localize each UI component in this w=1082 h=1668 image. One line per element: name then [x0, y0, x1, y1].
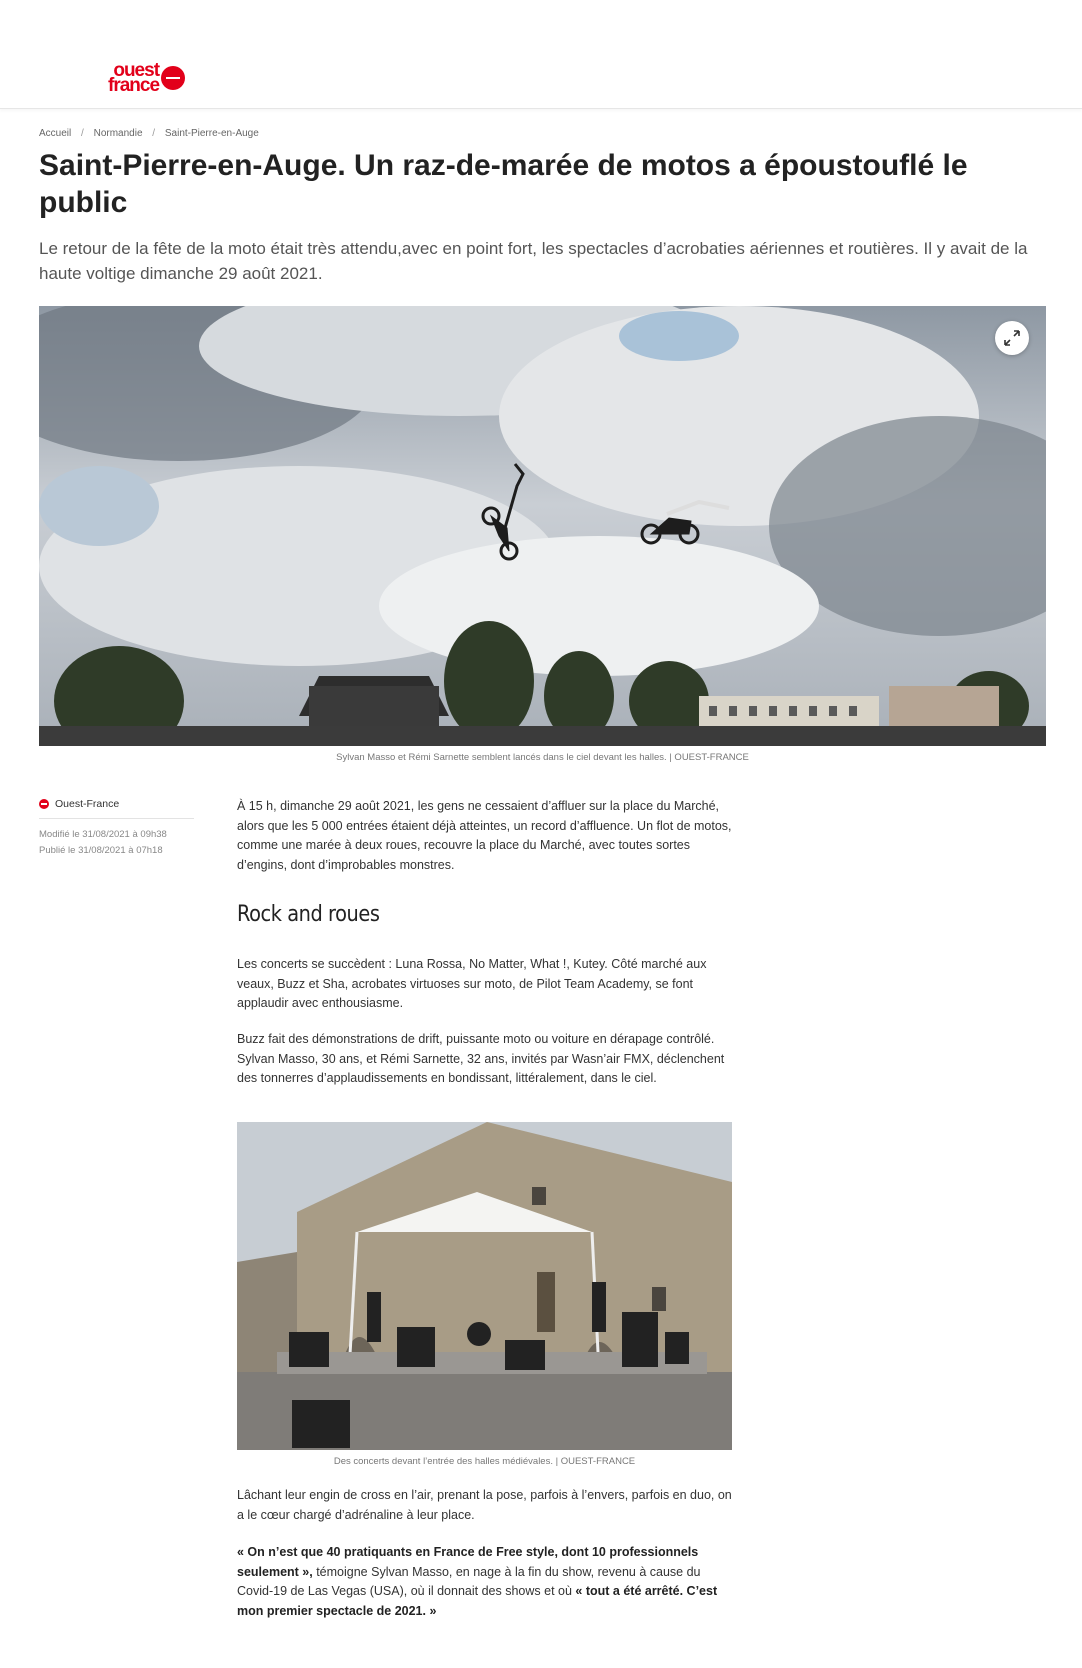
published-date: Publié le 31/08/2021 à 07h18 [39, 845, 163, 856]
breadcrumb-item-normandie[interactable]: Normandie [93, 128, 143, 139]
breadcrumb-item-saint-pierre[interactable]: Saint-Pierre-en-Auge [164, 128, 259, 139]
quote-2: « tout a été arrêté. C’est mon premier spectacle de 2021. » [237, 1584, 718, 1618]
paragraph-5 [237, 1543, 737, 1621]
paragraph-1: À 15 h, dimanche 29 août 2021, les gens ne cessaient d’affluer sur la place du Marché, alors que les 5 000 entrées étaient déjà atteintes, un record d’affluence. Un flot de motos, comme une marée à deux roues, recouvre la place du Marché, avec toutes sortes d’engins, dont d’improbables monstres. [237, 799, 732, 872]
expand-icon [1003, 329, 1021, 347]
article-dates [39, 827, 194, 859]
paragraph-4: Lâchant leur engin de cross en l’air, prenant la pose, parfois à l’envers, parfois en duo, on a le cœur chargé d’adrénaline à leur place. [237, 1488, 732, 1522]
hero-image[interactable] [39, 306, 1046, 746]
quote-1: « On n’est que 40 pratiquants en France de Free style, dont 10 professionnels seulement », [237, 1545, 699, 1579]
logo-line-2: france [108, 75, 160, 96]
author[interactable] [39, 798, 194, 819]
author-name: Ouest-France [55, 798, 120, 810]
article-lede: Le retour de la fête de la moto était très attendu,avec en point fort, les spectacles d’acrobaties aériennes et routières. Il y avait de la haute voltige dimanche 29 août 2021. [39, 239, 1028, 283]
hero-caption: Sylvan Masso et Rémi Sarnette semblent lancés dans le ciel devant les halles. | OUEST-FRANCE [336, 752, 749, 763]
concert-photo[interactable] [237, 1122, 732, 1450]
breadcrumb-item-accueil[interactable]: Accueil [39, 128, 72, 139]
ouest-france-logo[interactable] [108, 62, 185, 94]
paragraph-3: Buzz fait des démonstrations de drift, puissante moto ou voiture en dérapage contrôlé. Sylvan Masso, 30 ans, et Rémi Sarnette, 32 ans, invités par Wasn’air FMX, déclenchent des tonnerres d’applaudissements en bondissant, littéralement, dans le ciel. [237, 1032, 725, 1085]
breadcrumb-separator: / [152, 128, 156, 139]
concert-photo-caption: Des concerts devant l’entrée des halles médiévales. | OUEST-FRANCE [333, 1456, 636, 1467]
logo-circle-icon [161, 66, 185, 90]
article-title: Saint-Pierre-en-Auge. Un raz-de-marée de motos a époustouflé le public [39, 149, 968, 219]
logo-text [108, 60, 160, 96]
paragraph-2: Les concerts se succèdent : Luna Rossa, No Matter, What !, Kutey. Côté marché aux veaux, Buzz et Sha, acrobates virtuoses sur moto, de Pilot Team Academy, se font applaudir avec enthousiasme. [237, 957, 707, 1010]
expand-image-button[interactable] [995, 321, 1029, 355]
subheading: Rock and roues [237, 902, 380, 927]
ouest-france-icon [39, 799, 49, 809]
breadcrumb-separator: / [81, 128, 84, 139]
logo-line-1: ouest [113, 60, 160, 81]
site-header [0, 0, 1082, 109]
breadcrumb [39, 128, 259, 139]
paragraph-5-text: témoigne Sylvan Masso, en nage à la fin du show, revenu à cause du Covid-19 de Las Vegas (USA), où il donnait des shows et où [237, 1564, 701, 1598]
modified-date: Modifié le 31/08/2021 à 09h38 [39, 829, 167, 840]
article-meta [39, 798, 194, 859]
